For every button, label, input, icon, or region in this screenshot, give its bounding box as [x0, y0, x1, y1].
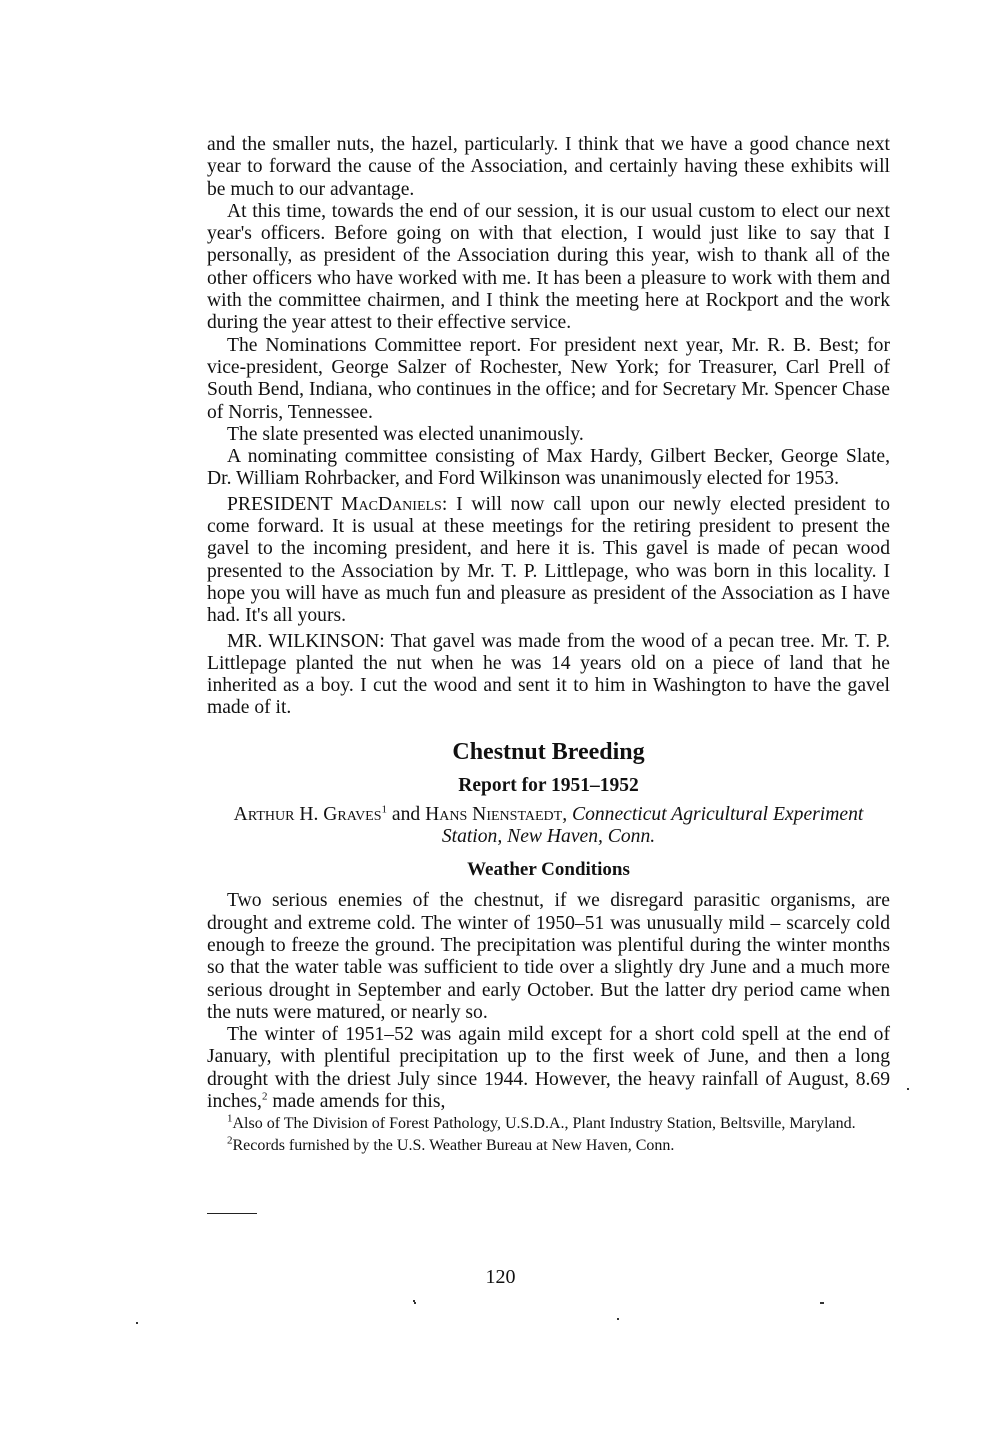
paragraph: Two serious enemies of the chestnut, if we disregard parasitic organisms, are drought and extreme cold. The winter of 1950–51 was unusually mild – scarcely cold enough to freeze the ground. The precipitation was plentiful during the winter months so that the water table was sufficient to tide over a slightly dry June and a much more serious drought in September and early October. But the latter dry period came when the nuts were matured, or nearly so.: [207, 890, 890, 1023]
footnote: $^1$Also of The Division of Forest Pathology, U.S.D.A., Plant Industry Station, Beltsville, Maryland.: [227, 1112, 856, 1133]
author-name: Arthur H. Graves: [233, 803, 382, 825]
footnote-ref: 2: [261, 1090, 268, 1103]
wilkinson-speech: MR. WILKINSON: That gavel was made from the wood of a pecan tree. Mr. T. P. Littlepage planted the nut when he was 14 years old on a piece of land that he inherited as a boy. I cut the wood and sent it to him in Washington to have the gavel made of it.: [207, 630, 890, 719]
footnote-ref: 1: [381, 803, 388, 816]
speaker-name: MacDaniels: [341, 493, 442, 515]
paragraph: and the smaller nuts, the hazel, particularly. I think that we have a good chance next year to forward the cause of the Association, and certainly having these exhibits will be much to our advantage.: [207, 134, 890, 200]
speaker-name: MR. WILKINSON: [227, 630, 380, 652]
page-number: 120: [485, 1266, 516, 1288]
scan-speck: [907, 1088, 909, 1090]
scan-speck: [617, 1318, 619, 1320]
section-subtitle: Report for 1951–1952: [458, 774, 639, 796]
subsection-title: Weather Conditions: [467, 859, 630, 881]
affiliation: , Connecticut Agricultural Experiment Station, New Haven, Conn.: [441, 803, 864, 848]
page-body: [207, 134, 890, 1157]
footnote: $^2$Records furnished by the U.S. Weather Bureau at New Haven, Conn.: [227, 1134, 675, 1155]
president-speech: PRESIDENT MacDaniels: I will now call upon our newly elected president to come forward. It is usual at these meetings for the retiring president to present the gavel to the incoming president, and here it is. This gavel is made of pecan wood presented to the Association by Mr. T. P. Littlepage, who was born in this locality. I hope you will have as much fun and pleasure as president of the Association as I have had. It's all yours.: [207, 493, 891, 627]
author-line: Arthur H. Graves$^1$ and Hans Nienstaedt, Connecticut Agricultural Experiment Station, New Haven, Conn.: [233, 803, 864, 848]
paragraph: The slate presented was elected unanimously.: [227, 423, 584, 445]
section-title: Chestnut Breeding: [452, 738, 645, 765]
footnote-rule: [207, 1213, 257, 1214]
paragraph: At this time, towards the end of our session, it is our usual custom to elect our next year's officers. Before going on with that election, I would just like to say that I personally, as president of the Association during this year, wish to thank all of the other officers who have worked with me. It has been a pleasure to work with them and with the committee chairmen, and I think the meeting here at Rockport and the work during the year attest to their effective service.: [207, 200, 890, 334]
scan-speck: [413, 1300, 415, 1302]
scan-speck: [414, 1302, 416, 1304]
author-name: Hans Nienstaedt: [425, 803, 563, 825]
paragraph: The winter of 1951–52 was again mild except for a short cold spell at the end of January, with plentiful precipitation up to the first week of June, and then a long drought with the driest July since 1944. However, the heavy rainfall of August, 8.69 inches,$^2$ made amends for this,: [207, 1024, 890, 1112]
speaker-name: PRESIDENT: [227, 493, 342, 515]
scan-speck: [820, 1302, 824, 1304]
scan-speck: [136, 1322, 138, 1324]
paragraph: A nominating committee consisting of Max Hardy, Gilbert Becker, George Slate, Dr. William Rohrbacker, and Ford Wilkinson was unanimously elected for 1953.: [207, 446, 890, 490]
paragraph: The Nominations Committee report. For president next year, Mr. R. B. Best; for vice-president, George Salzer of Rochester, New York; for Treasurer, Carl Prell of South Bend, Indiana, who continues in the office; and for Secretary Mr. Spencer Chase of Norris, Tennessee.: [207, 334, 890, 423]
